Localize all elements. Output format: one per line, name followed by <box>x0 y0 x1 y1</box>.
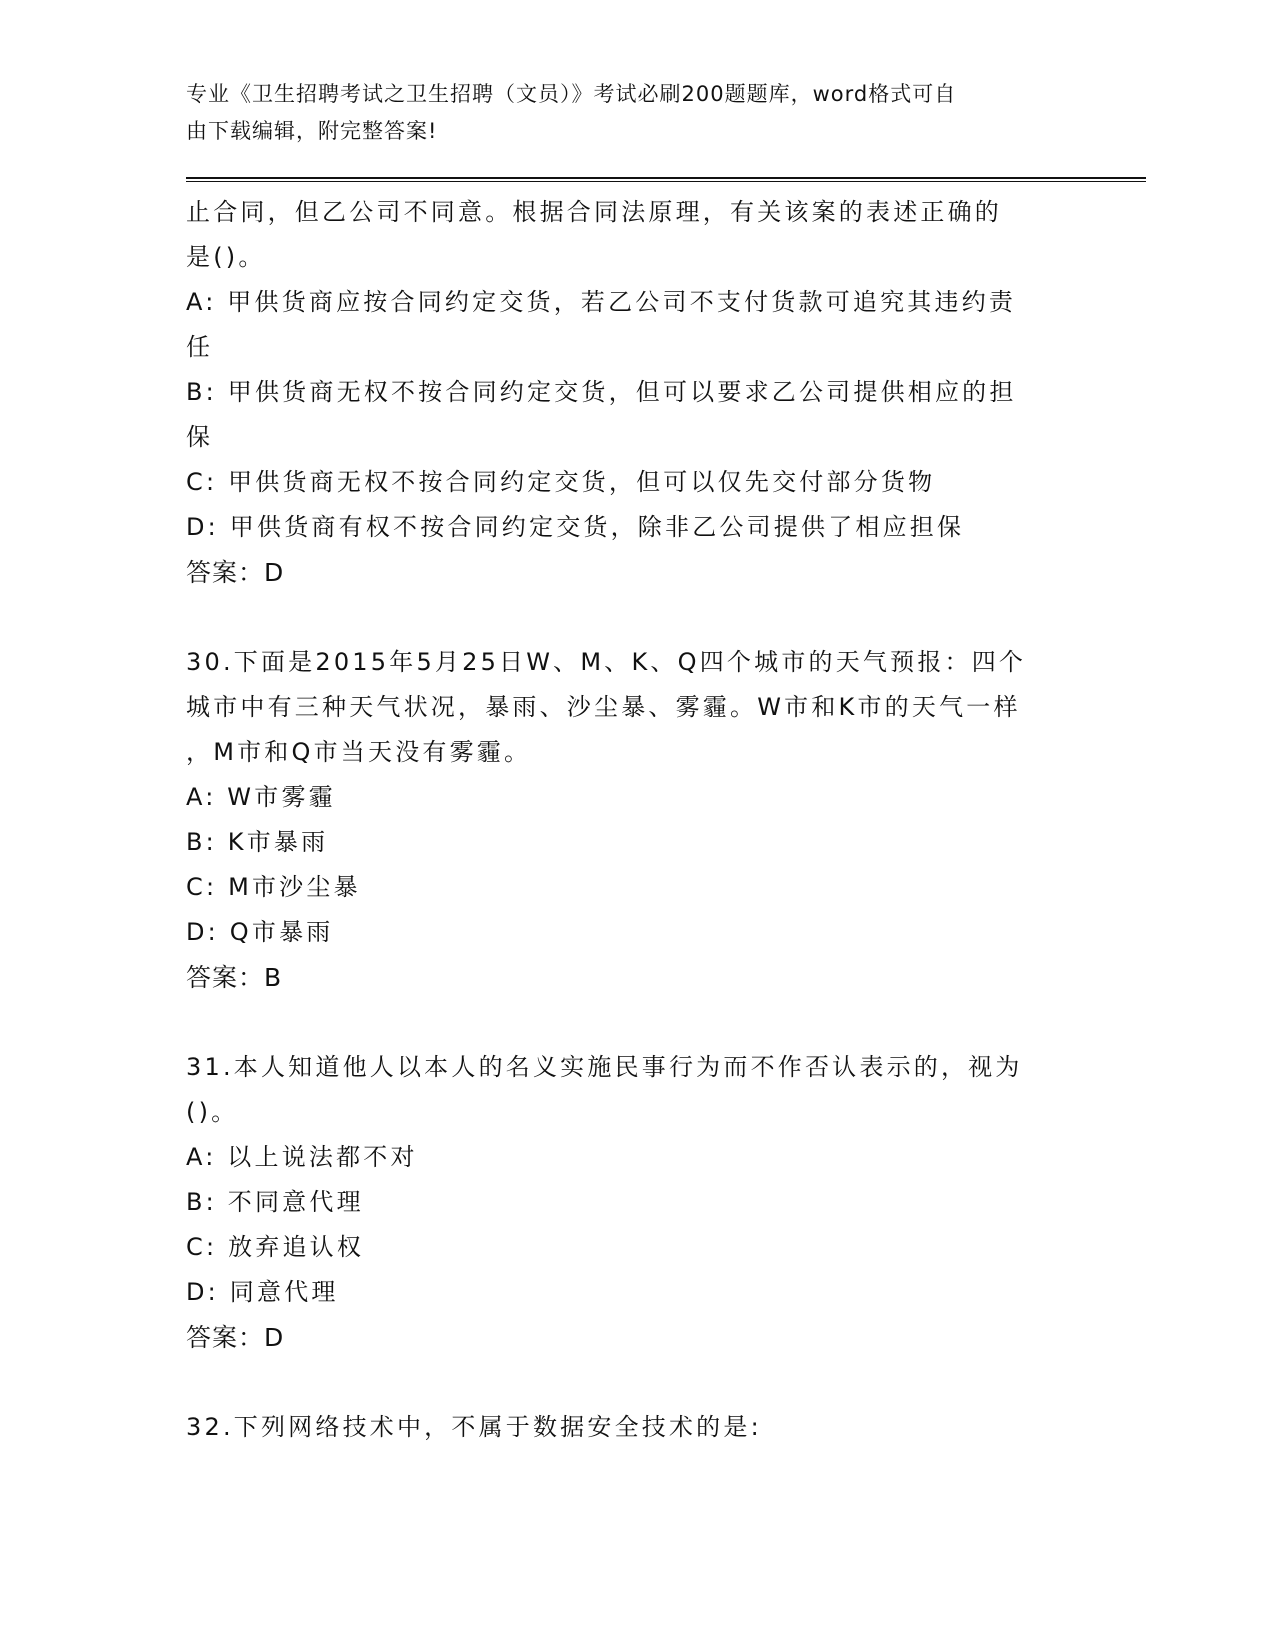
option-c: C: M市沙尘暴 <box>186 873 361 901</box>
header-title-line-2: 由下载编辑，附完整答案! <box>186 119 438 143</box>
question-stem-line: 32.下列网络技术中，不属于数据安全技术的是: <box>186 1413 762 1441</box>
question-spacer <box>186 595 1086 640</box>
question-stem-line: 是()。 <box>186 243 266 271</box>
option-b: B: K市暴雨 <box>186 828 329 856</box>
answer-line: 答案：D <box>186 558 285 587</box>
question-spacer <box>186 1000 1086 1045</box>
answer-line: 答案：D <box>186 1323 285 1352</box>
question-list <box>186 190 1086 1450</box>
question-stem-line: ()。 <box>186 1098 239 1126</box>
option-d: D: 同意代理 <box>186 1278 339 1306</box>
question-30 <box>186 640 1086 1000</box>
option-d: D: 甲供货商有权不按合同约定交货，除非乙公司提供了相应担保 <box>186 513 965 541</box>
option-c: C: 放弃追认权 <box>186 1233 365 1261</box>
option-c: C: 甲供货商无权不按合同约定交货，但可以仅先交付部分货物 <box>186 468 936 496</box>
option-b-continued: 保 <box>186 423 214 451</box>
option-b: B: 甲供货商无权不按合同约定交货，但可以要求乙公司提供相应的担 <box>186 378 1017 406</box>
question-stem-line: 30.下面是2015年5月25日W、M、K、Q四个城市的天气预报：四个 <box>186 648 1027 676</box>
question-32 <box>186 1405 1086 1450</box>
document-header <box>186 76 1066 150</box>
question-stem-line: 止合同，但乙公司不同意。根据合同法原理，有关该案的表述正确的 <box>186 198 1002 226</box>
header-divider-thick <box>186 177 1146 179</box>
option-d: D: Q市暴雨 <box>186 918 334 946</box>
question-31 <box>186 1045 1086 1360</box>
question-stem-line: 31.本人知道他人以本人的名义实施民事行为而不作否认表示的，视为 <box>186 1053 1023 1081</box>
question-29 <box>186 190 1086 595</box>
question-stem-line: 城市中有三种天气状况，暴雨、沙尘暴、雾霾。W市和K市的天气一样 <box>186 693 1021 721</box>
question-stem-line: ，M市和Q市当天没有雾霾。 <box>186 738 532 766</box>
header-divider-thin <box>186 181 1146 182</box>
option-b: B: 不同意代理 <box>186 1188 364 1216</box>
option-a: A: 以上说法都不对 <box>186 1143 418 1171</box>
option-a: A: 甲供货商应按合同约定交货，若乙公司不支付货款可追究其违约责 <box>186 288 1017 316</box>
answer-line: 答案：B <box>186 963 283 992</box>
question-spacer <box>186 1360 1086 1405</box>
option-a-continued: 任 <box>186 333 214 361</box>
option-a: A: W市雾霾 <box>186 783 336 811</box>
header-title-line-1: 专业《卫生招聘考试之卫生招聘（文员）》考试必刷200题题库，word格式可自 <box>186 82 957 106</box>
